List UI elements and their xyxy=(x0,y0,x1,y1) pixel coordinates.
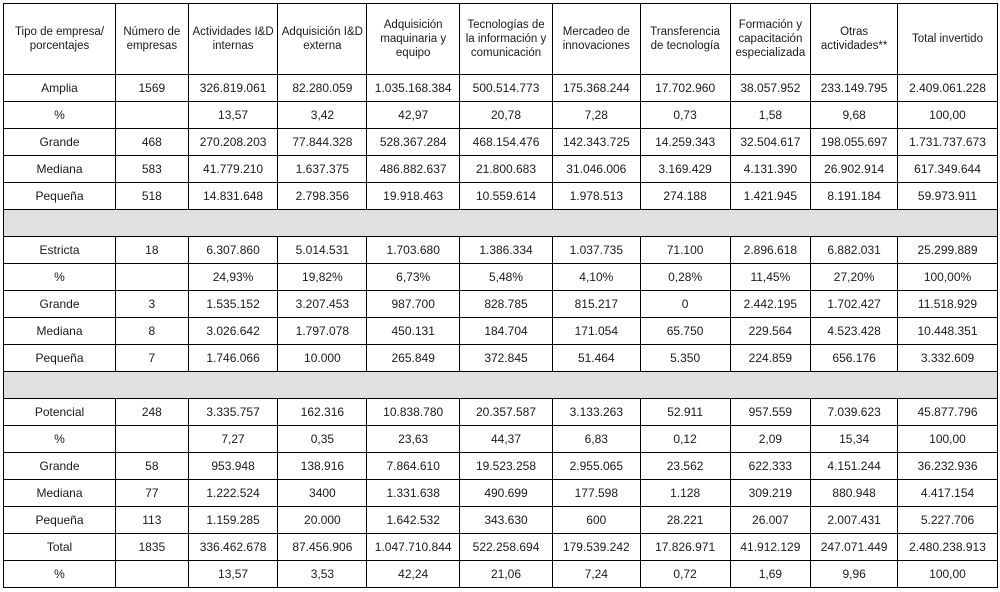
table-cell: 45.877.796 xyxy=(898,399,998,426)
table-cell: 1.637.375 xyxy=(278,156,367,183)
table-cell: 2,09 xyxy=(730,426,811,453)
table-cell: 25.299.889 xyxy=(898,237,998,264)
table-cell: 10.448.351 xyxy=(898,318,998,345)
table-cell: 113 xyxy=(116,507,189,534)
table-cell: 6,73% xyxy=(367,264,460,291)
table-cell: 42,24 xyxy=(367,561,460,588)
table-cell: 24,93% xyxy=(188,264,278,291)
table-cell: 77 xyxy=(116,480,189,507)
table-cell: 41.912.129 xyxy=(730,534,811,561)
row-label-cell: Grande xyxy=(4,291,116,318)
table-cell: 20,78 xyxy=(460,102,553,129)
table-cell: 77.844.328 xyxy=(278,129,367,156)
table-cell: 100,00 xyxy=(898,561,998,588)
table-cell: 27,20% xyxy=(811,264,898,291)
table-cell: 7,24 xyxy=(552,561,640,588)
table-cell: 20.357.587 xyxy=(460,399,553,426)
row-label-cell: Mediana xyxy=(4,318,116,345)
investment-table xyxy=(3,3,998,588)
table-row xyxy=(4,156,998,183)
row-label-cell: Mediana xyxy=(4,480,116,507)
table-cell: 3400 xyxy=(278,480,367,507)
table-cell: 14.259.343 xyxy=(640,129,730,156)
table-cell: 0,72 xyxy=(640,561,730,588)
table-cell: 138.916 xyxy=(278,453,367,480)
table-cell xyxy=(116,102,189,129)
table-cell: 828.785 xyxy=(460,291,553,318)
table-cell: 177.598 xyxy=(552,480,640,507)
table-cell: 490.699 xyxy=(460,480,553,507)
row-label-cell: Pequeña xyxy=(4,345,116,372)
table-cell: 1.222.524 xyxy=(188,480,278,507)
table-cell: 198.055.697 xyxy=(811,129,898,156)
table-cell: 450.131 xyxy=(367,318,460,345)
table-cell: 2.798.356 xyxy=(278,183,367,210)
table-cell: 522.258.694 xyxy=(460,534,553,561)
table-cell: 36.232.936 xyxy=(898,453,998,480)
table-cell: 10.838.780 xyxy=(367,399,460,426)
table-cell: 100,00% xyxy=(898,264,998,291)
table-cell: 4,10% xyxy=(552,264,640,291)
table-cell: 468.154.476 xyxy=(460,129,553,156)
table-cell: 6.882.031 xyxy=(811,237,898,264)
table-row xyxy=(4,318,998,345)
table-cell: 1,58 xyxy=(730,102,811,129)
table-cell: 0,73 xyxy=(640,102,730,129)
table-cell: 5.014.531 xyxy=(278,237,367,264)
table-cell: 7,28 xyxy=(552,102,640,129)
table-cell: 880.948 xyxy=(811,480,898,507)
table-cell: 9,68 xyxy=(811,102,898,129)
table-cell: 1.386.334 xyxy=(460,237,553,264)
table-cell: 3.335.757 xyxy=(188,399,278,426)
table-cell: 1.331.638 xyxy=(367,480,460,507)
table-cell: 171.054 xyxy=(552,318,640,345)
table-cell: 15,34 xyxy=(811,426,898,453)
table-cell: 518 xyxy=(116,183,189,210)
table-cell: 19.918.463 xyxy=(367,183,460,210)
table-cell: 1.731.737.673 xyxy=(898,129,998,156)
table-row xyxy=(4,561,998,588)
table-cell: 8 xyxy=(116,318,189,345)
table-cell: 7 xyxy=(116,345,189,372)
table-cell: 309.219 xyxy=(730,480,811,507)
table-cell: 1569 xyxy=(116,75,189,102)
table-cell: 42,97 xyxy=(367,102,460,129)
table-row xyxy=(4,291,998,318)
column-header: Otras actividades** xyxy=(811,4,898,75)
table-cell: 1,69 xyxy=(730,561,811,588)
column-header: Actividades I&D internas xyxy=(188,4,278,75)
table-cell: 13,57 xyxy=(188,102,278,129)
table-cell: 6,83 xyxy=(552,426,640,453)
row-label-cell: % xyxy=(4,426,116,453)
table-cell: 1835 xyxy=(116,534,189,561)
row-label-cell: % xyxy=(4,561,116,588)
section-separator xyxy=(4,372,998,399)
table-cell: 2.442.195 xyxy=(730,291,811,318)
table-cell: 26.902.914 xyxy=(811,156,898,183)
table-cell: 3.133.263 xyxy=(552,399,640,426)
table-cell: 600 xyxy=(552,507,640,534)
table-row xyxy=(4,480,998,507)
table-cell: 957.559 xyxy=(730,399,811,426)
table-row xyxy=(4,183,998,210)
table-cell: 17.826.971 xyxy=(640,534,730,561)
table-cell: 486.882.637 xyxy=(367,156,460,183)
table-cell: 100,00 xyxy=(898,102,998,129)
table-cell: 2.896.618 xyxy=(730,237,811,264)
table-cell: 3.332.609 xyxy=(898,345,998,372)
table-cell xyxy=(116,264,189,291)
separator-cell xyxy=(4,210,998,237)
table-cell: 233.149.795 xyxy=(811,75,898,102)
table-cell: 82.280.059 xyxy=(278,75,367,102)
table-cell: 656.176 xyxy=(811,345,898,372)
table-row xyxy=(4,453,998,480)
table-row xyxy=(4,102,998,129)
table-cell xyxy=(116,426,189,453)
table-cell: 2.955.065 xyxy=(552,453,640,480)
table-cell: 21.800.683 xyxy=(460,156,553,183)
table-cell: 1.421.945 xyxy=(730,183,811,210)
row-label-cell: Total xyxy=(4,534,116,561)
table-cell: 7.039.623 xyxy=(811,399,898,426)
table-cell: 3,42 xyxy=(278,102,367,129)
table-cell: 3.026.642 xyxy=(188,318,278,345)
column-header: Transferencia de tecnología xyxy=(640,4,730,75)
table-cell: 19.523.258 xyxy=(460,453,553,480)
table-cell: 1.037.735 xyxy=(552,237,640,264)
table-cell: 617.349.644 xyxy=(898,156,998,183)
table-cell: 10.000 xyxy=(278,345,367,372)
column-header: Adquisición maquinaria y equipo xyxy=(367,4,460,75)
table-cell: 3.207.453 xyxy=(278,291,367,318)
table-cell: 500.514.773 xyxy=(460,75,553,102)
table-cell: 26.007 xyxy=(730,507,811,534)
table-cell: 2.480.238.913 xyxy=(898,534,998,561)
table-cell: 3 xyxy=(116,291,189,318)
table-cell: 8.191.184 xyxy=(811,183,898,210)
table-row xyxy=(4,534,998,561)
table-cell: 1.535.152 xyxy=(188,291,278,318)
table-cell: 5.350 xyxy=(640,345,730,372)
table-cell: 5.227.706 xyxy=(898,507,998,534)
table-cell: 19,82% xyxy=(278,264,367,291)
table-cell: 248 xyxy=(116,399,189,426)
row-label-cell: Pequeña xyxy=(4,507,116,534)
table-cell: 0,35 xyxy=(278,426,367,453)
table-row xyxy=(4,237,998,264)
table-cell: 265.849 xyxy=(367,345,460,372)
table-row xyxy=(4,264,998,291)
table-cell: 1.746.066 xyxy=(188,345,278,372)
table-cell: 270.208.203 xyxy=(188,129,278,156)
table-cell: 336.462.678 xyxy=(188,534,278,561)
table-cell: 179.539.242 xyxy=(552,534,640,561)
column-header: Total invertido xyxy=(898,4,998,75)
table-cell: 38.057.952 xyxy=(730,75,811,102)
table-cell: 32.504.617 xyxy=(730,129,811,156)
table-cell: 987.700 xyxy=(367,291,460,318)
table-cell xyxy=(116,561,189,588)
table-cell: 343.630 xyxy=(460,507,553,534)
section-separator xyxy=(4,210,998,237)
table-cell: 815.217 xyxy=(552,291,640,318)
table-cell: 100,00 xyxy=(898,426,998,453)
table-cell: 229.564 xyxy=(730,318,811,345)
table-header-row xyxy=(4,4,998,75)
table-cell: 3,53 xyxy=(278,561,367,588)
table-cell: 175.368.244 xyxy=(552,75,640,102)
table-cell: 18 xyxy=(116,237,189,264)
table-cell: 0 xyxy=(640,291,730,318)
table-cell: 1.128 xyxy=(640,480,730,507)
table-row xyxy=(4,345,998,372)
table-cell: 7,27 xyxy=(188,426,278,453)
row-label-cell: Mediana xyxy=(4,156,116,183)
table-row xyxy=(4,129,998,156)
table-cell: 184.704 xyxy=(460,318,553,345)
table-cell: 224.859 xyxy=(730,345,811,372)
table-cell: 59.973.911 xyxy=(898,183,998,210)
table-cell: 528.367.284 xyxy=(367,129,460,156)
table-cell: 274.188 xyxy=(640,183,730,210)
row-label-cell: Potencial xyxy=(4,399,116,426)
table-cell: 7.864.610 xyxy=(367,453,460,480)
table-cell: 58 xyxy=(116,453,189,480)
row-label-cell: Amplia xyxy=(4,75,116,102)
table-cell: 52.911 xyxy=(640,399,730,426)
row-label-cell: % xyxy=(4,264,116,291)
table-cell: 4.131.390 xyxy=(730,156,811,183)
row-label-cell: Estricta xyxy=(4,237,116,264)
table-cell: 1.159.285 xyxy=(188,507,278,534)
column-header: Mercadeo de innovaciones xyxy=(552,4,640,75)
table-cell: 9,96 xyxy=(811,561,898,588)
table-cell: 21,06 xyxy=(460,561,553,588)
table-cell: 65.750 xyxy=(640,318,730,345)
table-cell: 1.797.078 xyxy=(278,318,367,345)
table-row xyxy=(4,426,998,453)
table-cell: 41.779.210 xyxy=(188,156,278,183)
column-header: Tipo de empresa/ porcentajes xyxy=(4,4,116,75)
table-cell: 4.151.244 xyxy=(811,453,898,480)
table-cell: 953.948 xyxy=(188,453,278,480)
table-cell: 468 xyxy=(116,129,189,156)
table-cell: 20.000 xyxy=(278,507,367,534)
row-label-cell: Pequeña xyxy=(4,183,116,210)
table-row xyxy=(4,507,998,534)
table-cell: 5,48% xyxy=(460,264,553,291)
table-cell: 583 xyxy=(116,156,189,183)
table-cell: 87.456.906 xyxy=(278,534,367,561)
table-cell: 326.819.061 xyxy=(188,75,278,102)
column-header: Formación y capacitación especializada xyxy=(730,4,811,75)
table-cell: 1.702.427 xyxy=(811,291,898,318)
table-cell: 1.035.168.384 xyxy=(367,75,460,102)
table-cell: 162.316 xyxy=(278,399,367,426)
table-cell: 23,63 xyxy=(367,426,460,453)
table-cell: 17.702.960 xyxy=(640,75,730,102)
table-cell: 51.464 xyxy=(552,345,640,372)
table-cell: 2.409.061.228 xyxy=(898,75,998,102)
column-header: Adquisición I&D externa xyxy=(278,4,367,75)
table-cell: 13,57 xyxy=(188,561,278,588)
separator-cell xyxy=(4,372,998,399)
column-header: Tecnologías de la información y comunicación xyxy=(460,4,553,75)
table-cell: 14.831.648 xyxy=(188,183,278,210)
table-cell: 23.562 xyxy=(640,453,730,480)
table-cell: 247.071.449 xyxy=(811,534,898,561)
table-cell: 4.417.154 xyxy=(898,480,998,507)
table-cell: 71.100 xyxy=(640,237,730,264)
row-label-cell: % xyxy=(4,102,116,129)
table-row xyxy=(4,399,998,426)
column-header: Número de empresas xyxy=(116,4,189,75)
table-cell: 622.333 xyxy=(730,453,811,480)
table-cell: 11.518.929 xyxy=(898,291,998,318)
table-cell: 44,37 xyxy=(460,426,553,453)
row-label-cell: Grande xyxy=(4,129,116,156)
table-cell: 142.343.725 xyxy=(552,129,640,156)
table-cell: 1.047.710.844 xyxy=(367,534,460,561)
table-cell: 1.703.680 xyxy=(367,237,460,264)
table-cell: 1.978.513 xyxy=(552,183,640,210)
table-cell: 2.007.431 xyxy=(811,507,898,534)
table-cell: 3.169.429 xyxy=(640,156,730,183)
table-cell: 6.307.860 xyxy=(188,237,278,264)
table-cell: 28.221 xyxy=(640,507,730,534)
table-cell: 31.046.006 xyxy=(552,156,640,183)
table-cell: 1.642.532 xyxy=(367,507,460,534)
table-row xyxy=(4,75,998,102)
row-label-cell: Grande xyxy=(4,453,116,480)
table-cell: 372.845 xyxy=(460,345,553,372)
table-cell: 10.559.614 xyxy=(460,183,553,210)
table-cell: 0,12 xyxy=(640,426,730,453)
table-cell: 11,45% xyxy=(730,264,811,291)
table-cell: 0,28% xyxy=(640,264,730,291)
table-cell: 4.523.428 xyxy=(811,318,898,345)
